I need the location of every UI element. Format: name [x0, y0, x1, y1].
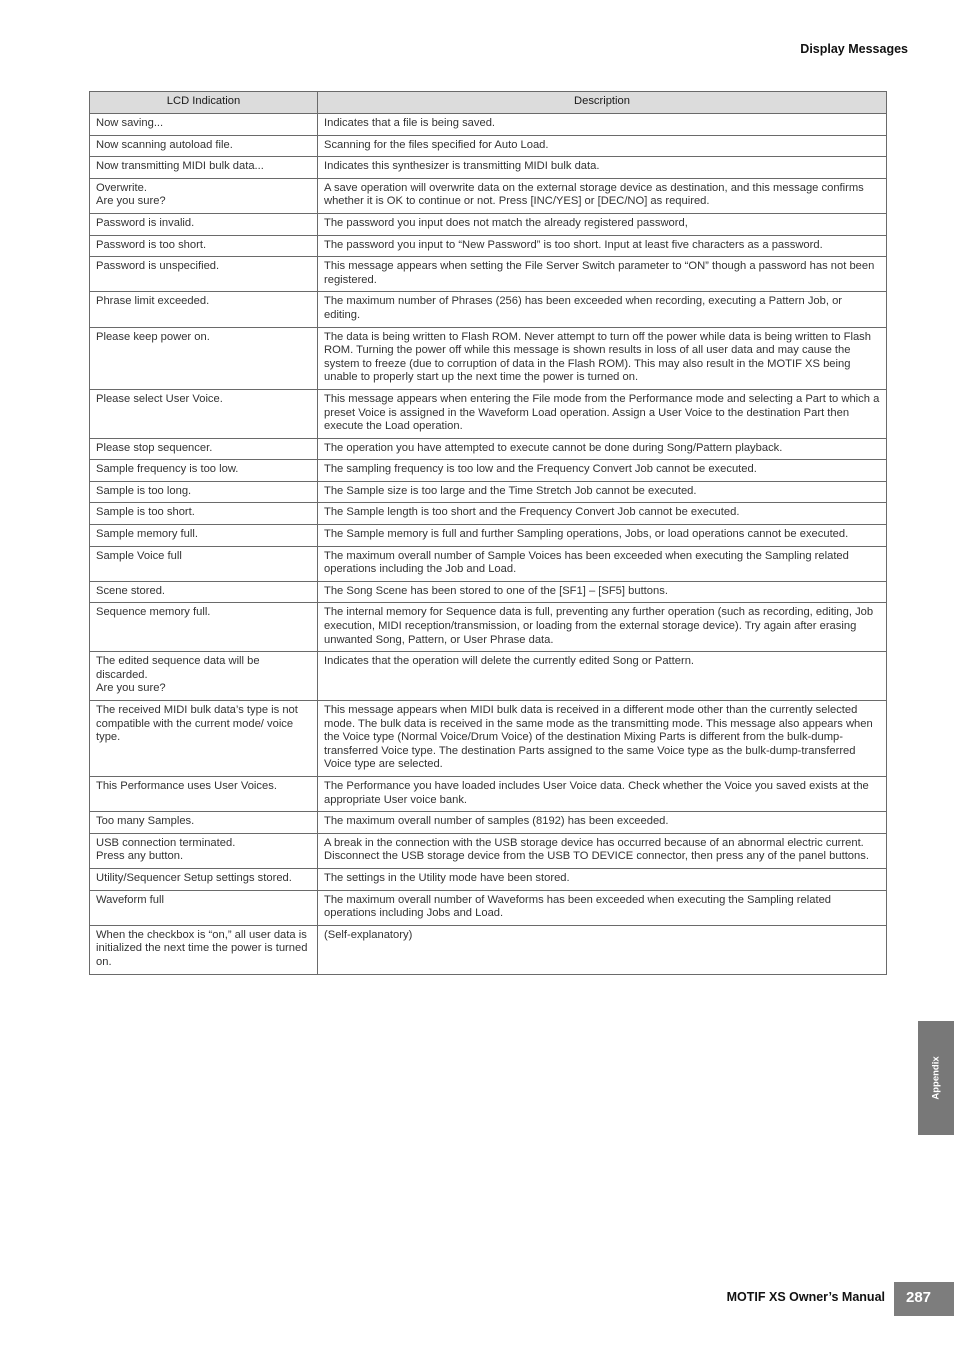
description-cell: A break in the connection with the USB storage device has occurred because of an abnormal electric current. Disconnect the USB storage device from the USB TO DEVICE connector, then press any of the panel buttons. [318, 833, 887, 868]
lcd-indication-cell: Sample frequency is too low. [90, 460, 318, 482]
lcd-indication-cell: Now scanning autoload file. [90, 135, 318, 157]
lcd-indication-cell: USB connection terminated. Press any button. [90, 833, 318, 868]
table-row [90, 503, 887, 525]
description-cell: The settings in the Utility mode have been stored. [318, 868, 887, 890]
lcd-indication-cell: The edited sequence data will be discarded. Are you sure? [90, 652, 318, 701]
description-cell: The Sample memory is full and further Sampling operations, Jobs, or load operations cannot be executed. [318, 525, 887, 547]
lcd-indication-cell: Phrase limit exceeded. [90, 292, 318, 327]
lcd-indication-cell: The received MIDI bulk data’s type is not compatible with the current mode/ voice type. [90, 701, 318, 777]
lcd-indication-cell: Sample Voice full [90, 546, 318, 581]
appendix-tab [918, 1021, 954, 1135]
lcd-indication-cell: Now transmitting MIDI bulk data... [90, 157, 318, 179]
display-messages-table [89, 91, 887, 975]
table-row [90, 213, 887, 235]
table-row [90, 701, 887, 777]
description-cell: Indicates that a file is being saved. [318, 114, 887, 136]
lcd-indication-cell: Sequence memory full. [90, 603, 318, 652]
lcd-indication-cell: Password is invalid. [90, 213, 318, 235]
table-row [90, 235, 887, 257]
description-cell: The operation you have attempted to execute cannot be done during Song/Pattern playback. [318, 438, 887, 460]
description-cell: The password you input to “New Password” is too short. Input at least five characters as a password. [318, 235, 887, 257]
table-row [90, 135, 887, 157]
column-header-description: Description [318, 92, 887, 114]
description-cell: The maximum overall number of Waveforms has been exceeded when executing the Sampling related operations including Jobs and Load. [318, 890, 887, 925]
page-number: 287 [906, 1289, 932, 1306]
table-row [90, 525, 887, 547]
table-header-row [90, 92, 887, 114]
description-cell: Indicates this synthesizer is transmitting MIDI bulk data. [318, 157, 887, 179]
lcd-indication-cell: Please select User Voice. [90, 389, 318, 438]
description-cell: The internal memory for Sequence data is full, preventing any further operation (such as recording, editing, Job execution, MIDI reception/transmission, or loading from the external storage device). Try again after erasing unwanted Song, Pattern, or User Phrase data. [318, 603, 887, 652]
lcd-indication-cell: Sample is too long. [90, 481, 318, 503]
table-row [90, 157, 887, 179]
description-cell: The password you input does not match the already registered password, [318, 213, 887, 235]
table-row [90, 460, 887, 482]
lcd-indication-cell: When the checkbox is “on,” all user data is initialized the next time the power is turned on. [90, 925, 318, 974]
description-cell: Indicates that the operation will delete the currently edited Song or Pattern. [318, 652, 887, 701]
lcd-indication-cell: Please stop sequencer. [90, 438, 318, 460]
description-cell: The data is being written to Flash ROM. Never attempt to turn off the power while data is being written to Flash ROM. Turning the power off while this message is shown results in loss of all user data and may cause the system to freeze (due to corruption of data in the Flash ROM). This may also result in the MOTIF XS being unable to properly start up the next time the power is turned on. [318, 327, 887, 389]
description-cell: The Sample size is too large and the Time Stretch Job cannot be executed. [318, 481, 887, 503]
description-cell: This message appears when setting the File Server Switch parameter to “ON” though a password has not been registered. [318, 257, 887, 292]
lcd-indication-cell: Sample memory full. [90, 525, 318, 547]
table-row [90, 581, 887, 603]
page-number-box [894, 1282, 954, 1316]
lcd-indication-cell: Scene stored. [90, 581, 318, 603]
table-row [90, 546, 887, 581]
table-row [90, 776, 887, 811]
table-row [90, 833, 887, 868]
description-cell: A save operation will overwrite data on the external storage device as destination, and this message confirms whether it is OK to continue or not. Press [INC/YES] or [DEC/NO] as required. [318, 178, 887, 213]
description-cell: This message appears when MIDI bulk data is received in a different mode other than the currently selected mode. The bulk data is received in the same mode as the transmitting mode. This message also appears when the Voice type (Normal Voice/Drum Voice) of the destination Mixing Parts is different from the bulk-dump-transferred Voice type. The destination Parts assigned to the same Voice type as the bulk-dump-transferred Voice type are selected. [318, 701, 887, 777]
lcd-indication-cell: Please keep power on. [90, 327, 318, 389]
table-body [90, 114, 887, 975]
lcd-indication-cell: Password is too short. [90, 235, 318, 257]
table-row [90, 925, 887, 974]
table-row [90, 652, 887, 701]
description-cell: This message appears when entering the File mode from the Performance mode and selecting a Part to which a preset Voice is assigned in the Waveform Load operation. Assign a User Voice to the destination Part then execute the Load operation. [318, 389, 887, 438]
table-row [90, 438, 887, 460]
lcd-indication-cell: Now saving... [90, 114, 318, 136]
table-row [90, 603, 887, 652]
table-row [90, 812, 887, 834]
description-cell: The maximum overall number of Sample Voices has been exceeded when executing the Sampling related operations including the Job and Load. [318, 546, 887, 581]
lcd-indication-cell: Overwrite. Are you sure? [90, 178, 318, 213]
description-cell: The Performance you have loaded includes User Voice data. Check whether the Voice you saved exists at the appropriate User voice bank. [318, 776, 887, 811]
table-row [90, 114, 887, 136]
table-row [90, 292, 887, 327]
lcd-indication-cell: Sample is too short. [90, 503, 318, 525]
appendix-tab-label: Appendix [930, 1056, 942, 1100]
lcd-indication-cell: This Performance uses User Voices. [90, 776, 318, 811]
description-cell: The maximum overall number of samples (8192) has been exceeded. [318, 812, 887, 834]
table-row [90, 868, 887, 890]
table-row [90, 389, 887, 438]
table-row [90, 890, 887, 925]
manual-title: MOTIF XS Owner’s Manual [726, 1290, 885, 1304]
lcd-indication-cell: Waveform full [90, 890, 318, 925]
description-cell: The sampling frequency is too low and the Frequency Convert Job cannot be executed. [318, 460, 887, 482]
table-row [90, 178, 887, 213]
section-title: Display Messages [800, 42, 908, 56]
description-cell: The Sample length is too short and the Frequency Convert Job cannot be executed. [318, 503, 887, 525]
column-header-lcd-indication: LCD Indication [90, 92, 318, 114]
table-row [90, 481, 887, 503]
description-cell: The maximum number of Phrases (256) has been exceeded when recording, executing a Pattern Job, or editing. [318, 292, 887, 327]
lcd-indication-cell: Utility/Sequencer Setup settings stored. [90, 868, 318, 890]
description-cell: Scanning for the files specified for Auto Load. [318, 135, 887, 157]
table-row [90, 327, 887, 389]
description-cell: (Self-explanatory) [318, 925, 887, 974]
description-cell: The Song Scene has been stored to one of the [SF1] – [SF5] buttons. [318, 581, 887, 603]
table-row [90, 257, 887, 292]
lcd-indication-cell: Password is unspecified. [90, 257, 318, 292]
lcd-indication-cell: Too many Samples. [90, 812, 318, 834]
